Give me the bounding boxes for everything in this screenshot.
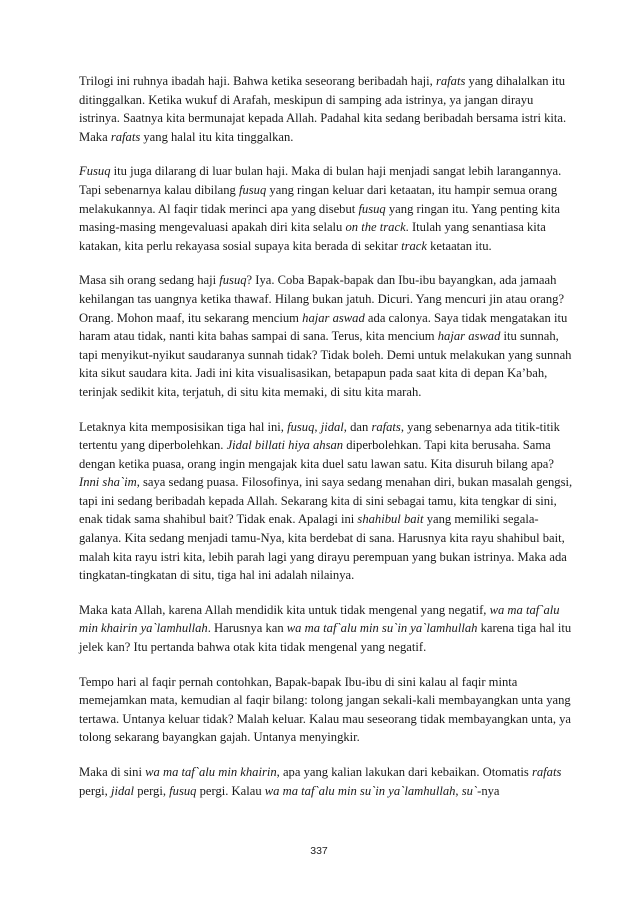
text-run: , (314, 419, 321, 434)
text-run: , saya sedang puasa. Filosofinya, ini saya sedang menahan diri, bukan masalah gengsi, tapi ini sedang beribadah kepada Allah. Sekarang kita di sini sebagai tamu, kita tengkar di sini, enak tidak sama shahibul bait? Tidak enak. Apalagi ini (79, 475, 573, 527)
paragraph (79, 271, 575, 401)
text-run: ketaatan itu. (426, 238, 492, 253)
document-body (79, 72, 575, 816)
paragraph (79, 162, 575, 255)
text-run: , apa yang kalian lakukan dari kebaikan. Otomatis (276, 765, 532, 779)
text-run: diperbolehkan. Tapi kita berusaha. Sama dengan ketika puasa, orang ingin mengajak kita duel satu lawan satu. Kita disuruh bilang apa? (79, 438, 554, 471)
italic-text-run: fusuq (238, 182, 267, 197)
italic-text-run: jidal (110, 783, 135, 798)
italic-text-run: hajar aswad (437, 329, 501, 344)
italic-text-run: wa ma taf`alu min khairin (145, 765, 277, 779)
italic-text-run: Fusuq (79, 164, 111, 179)
italic-text-run: fusuq (358, 201, 386, 216)
text-run: ? Iya. Coba Bapak-bapak dan Ibu-ibu bayangkan, ada jamaah kehilangan tas uangnya ketika thawaf. Hilang bukan jatuh. Dicuri. Yang mencuri jin atau orang? Orang. Mohon maaf, itu sekarang mencium (79, 273, 565, 325)
italic-text-run: on the track (345, 220, 406, 235)
text-run: Letaknya kita memposisikan tiga hal ini, (79, 419, 288, 434)
paragraph (79, 673, 575, 747)
text-run: pergi, (134, 783, 170, 798)
text-run: yang halal itu kita tinggalkan. (140, 129, 294, 144)
italic-text-run: shahibul bait (357, 512, 424, 527)
paragraph (79, 418, 575, 585)
italic-text-run: hajar aswad (302, 310, 365, 325)
italic-text-run: Jidal billati hiya ahsan (226, 438, 344, 453)
italic-text-run: fusuq (169, 783, 197, 798)
text-run: pergi. Kalau (196, 783, 265, 798)
text-run: , yang sebenarnya ada titik-titik tertentu yang diperbolehkan. (79, 419, 560, 453)
text-run: Maka di sini (79, 765, 146, 779)
paragraph (79, 72, 575, 146)
italic-text-run: rafats (371, 419, 401, 434)
text-run: . Itulah yang senantiasa kita katakan, kita perlu rekayasa sosial supaya kita berada di sekitar (79, 220, 546, 253)
text-run: , (455, 783, 462, 798)
italic-text-run: Inni sha`im (79, 475, 137, 490)
italic-text-run: wa ma taf`alu min su`in ya`lamhullah (286, 621, 478, 636)
text-run: Trilogi ini ruhnya ibadah haji. Bahwa ketika seseorang beribadah haji, (79, 74, 436, 88)
text-run: yang memiliki segala-galanya. Kita sedang menjadi tamu-Nya, kita berdebat di sana. Harusnya kita rayu shahibul bait, malah kita rayu istri kita, lebih parah lagi yang dirayu perempuan yang bukan istrinya. Maka ada tingkatan-tingkatan di situ, tiga hal ini adalah nilainya. (79, 512, 567, 583)
text-run: yang ringan keluar dari ketaatan, itu hampir semua orang melakukannya. Al faqir tidak merinci apa yang disebut (79, 182, 558, 216)
text-run: yang ringan itu. Yang penting kita masing-masing mengevaluasi apakah diri kita selalu (79, 201, 560, 235)
text-run: -nya (477, 783, 500, 798)
italic-text-run: rafats (531, 765, 562, 779)
text-run: itu juga dilarang di luar bulan haji. Maka di bulan haji menjadi sangat lebih larangannya. Tapi sebenarnya kalau dibilang (79, 164, 562, 197)
text-run: karena tiga hal itu jelek kan? Itu pertanda bahwa otak kita tidak mengenal yang negatif. (79, 621, 572, 655)
italic-text-run: fusuq (287, 419, 315, 434)
paragraph (79, 763, 575, 800)
text-run: Maka kata Allah, karena Allah mendidik kita untuk tidak mengenal yang negatif, (79, 602, 490, 617)
text-run: Masa sih orang sedang haji (79, 273, 220, 288)
text-run: itu sunnah, tapi menyikut-nyikut saudaranya sunnah tidak? Tidak boleh. Demi untuk melakukan yang sunnah kita sikut saudara kita. Jadi ini kita visualisasikan, betapapun pada saat kita di depan Ka’bah, terinjak sedikit kita, terjatuh, di situ kita memaki, di situ kita marah. (79, 329, 572, 399)
text-run: . Harusnya kan (207, 621, 287, 636)
text-run: Tempo hari al faqir pernah contohkan, Bapak-bapak Ibu-ibu di sini kalau al faqir minta memejamkan mata, kemudian al faqir bilang: tolong jangan sekali-kali membayangkan unta yang tertawa. Untanya keluar tidak? Malah keluar. Kalau mau seseorang tidak membayangkan unta, ya tolong sekarang bayangkan gajah. Untanya menyingkir. (79, 674, 572, 745)
text-run: ada calonya. Saya tidak mengatakan itu haram atau tidak, nanti kita bahas sampai di sana. Terus, kita mencium (79, 310, 568, 344)
italic-text-run: wa ma taf`alu min su`in ya`lamhullah (264, 783, 456, 798)
paragraph (79, 601, 575, 657)
italic-text-run: jidal (320, 419, 344, 434)
text-run: pergi, (79, 783, 111, 798)
italic-text-run: wa ma taf`alu min khairin ya`lamhullah (79, 602, 560, 636)
text-run: yang dihalalkan itu ditinggalkan. Ketika wukuf di Arafah, meskipun di samping ada istrinya, ya jangan dirayu istrinya. Saatnya kita bermunajat kepada Allah. Padahal kita sedang beribadah bersama istri kita. Maka (79, 74, 567, 144)
italic-text-run: fusuq (219, 273, 247, 288)
page-number: 337 (310, 845, 328, 857)
italic-text-run: track (401, 238, 427, 253)
italic-text-run: rafats (110, 129, 141, 144)
italic-text-run: su` (461, 783, 478, 798)
text-run: , dan (343, 419, 372, 434)
italic-text-run: rafats (435, 74, 466, 88)
